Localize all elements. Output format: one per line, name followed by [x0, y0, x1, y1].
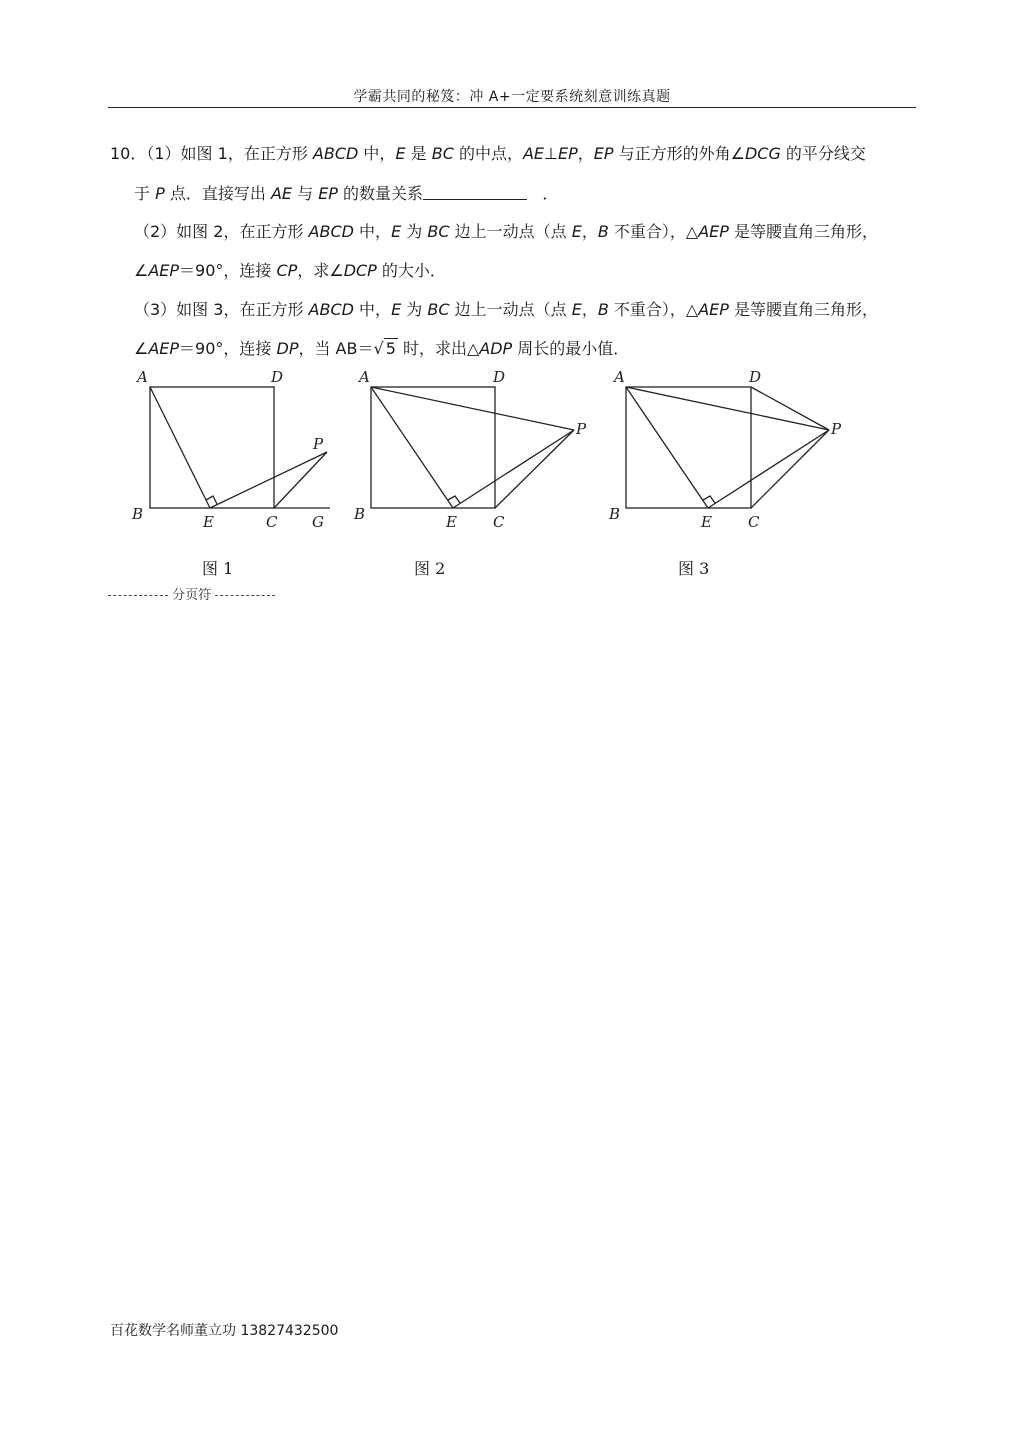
question-line-3: （2）如图 2，在正方形 ABCD 中，E 为 BC 边上一动点（点 E，B 不重合），△AEP 是等腰直角三角形，	[134, 222, 879, 241]
figure-3	[605, 362, 850, 537]
fig2-segment-ep	[453, 430, 574, 508]
fig3-label-d: D	[749, 368, 762, 386]
question-line-5: （3）如图 3，在正方形 ABCD 中，E 为 BC 边上一动点（点 E，B 不重合），△AEP 是等腰直角三角形，	[134, 300, 879, 319]
figure-2-caption: 图 2	[414, 559, 446, 578]
fig1-square	[150, 387, 274, 508]
sqrt-symbol: √ 5	[373, 339, 396, 358]
question-line-2: 于 P 点．直接写出 AE 与 EP 的数量关系 ．	[134, 184, 559, 203]
fig1-label-d: D	[271, 368, 284, 386]
fig3-segment-ep	[708, 430, 829, 508]
answer-blank[interactable]	[423, 185, 527, 200]
fig1-label-c: C	[266, 513, 278, 531]
fig1-label-a: A	[137, 368, 148, 386]
page-break-dash-left	[108, 595, 168, 596]
fig3-right-angle-mark	[703, 496, 715, 503]
fig2-segment-cp	[495, 430, 574, 508]
fig2-label-c: C	[493, 513, 505, 531]
fig2-label-p: P	[576, 420, 587, 438]
fig1-segment-cp	[274, 452, 327, 508]
question-line-1: 10．（1）如图 1，在正方形 ABCD 中，E 是 BC 的中点，AE⊥EP，EP 与正方形的外角∠DCG 的平分线交	[110, 144, 866, 163]
fig1-segment-ae	[150, 387, 210, 508]
header-divider	[108, 107, 916, 108]
question-line-6: ∠AEP＝90°，连接 DP，当 AB＝√ 5 时，求出△ADP 周长的最小值．	[134, 339, 630, 358]
fig3-segment-ae	[626, 387, 708, 508]
fig1-label-b: B	[132, 505, 144, 523]
fig3-square	[626, 387, 751, 508]
fig2-label-b: B	[354, 505, 366, 523]
fig2-label-d: D	[493, 368, 506, 386]
fig3-segment-cp	[751, 430, 829, 508]
figure-1	[126, 362, 356, 537]
fig3-label-b: B	[609, 505, 621, 523]
fig3-segment-ap	[626, 387, 829, 430]
page-break-marker	[108, 584, 275, 603]
figure-3-caption: 图 3	[678, 559, 710, 578]
figure-1-caption: 图 1	[202, 559, 234, 578]
page-break-dash-right	[215, 595, 275, 596]
question-line-4: ∠AEP＝90°，连接 CP，求∠DCP 的大小．	[134, 261, 446, 280]
page-header: 学霸共同的秘笈：冲 A+一定要系统刻意训练真题	[353, 89, 671, 105]
fig2-right-angle-mark	[448, 496, 460, 503]
fig3-segment-dp	[751, 387, 829, 430]
fig1-label-e: E	[203, 513, 214, 531]
fig3-label-c: C	[748, 513, 760, 531]
fig2-square	[371, 387, 495, 508]
fig3-label-e: E	[701, 513, 712, 531]
fig1-label-p: P	[313, 435, 324, 453]
fig1-label-g: G	[312, 513, 324, 531]
question-number: 10．	[110, 144, 147, 163]
page-break-label: 分页符	[172, 588, 212, 603]
fig2-label-e: E	[446, 513, 457, 531]
fig3-label-p: P	[831, 420, 842, 438]
fig1-segment-ep	[210, 452, 327, 508]
figure-2	[350, 362, 595, 537]
fig2-segment-ap	[371, 387, 574, 430]
fig2-label-a: A	[359, 368, 370, 386]
fig3-label-a: A	[614, 368, 625, 386]
page-footer: 百花数学名师董立功 13827432500	[110, 1323, 339, 1339]
fig2-segment-ae	[371, 387, 453, 508]
